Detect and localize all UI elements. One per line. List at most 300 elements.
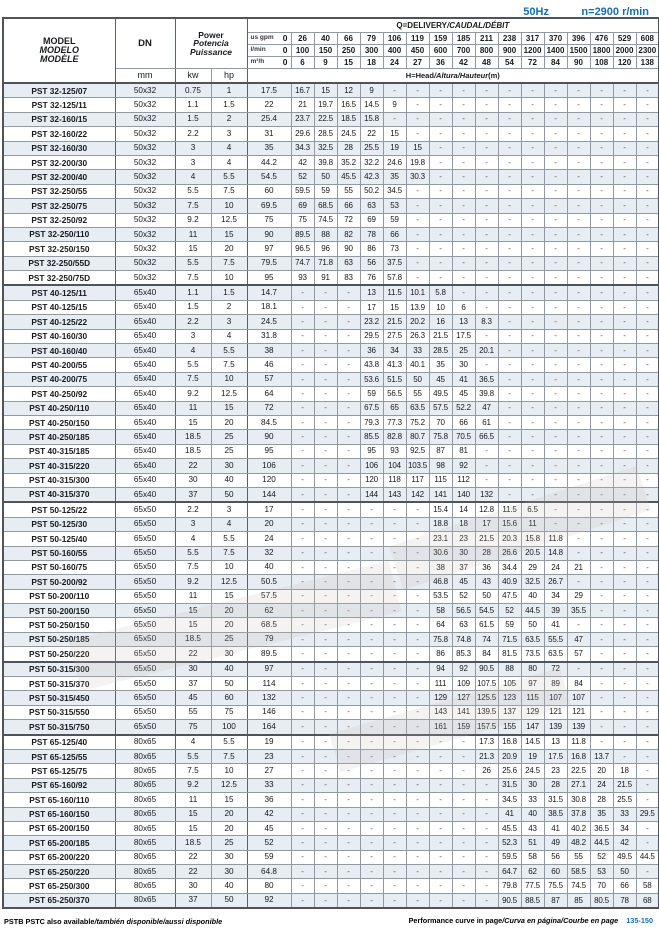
model-cell: PST 50-250/185 [3,632,115,646]
head-value: - [475,213,498,227]
head-value: - [314,879,337,893]
head-value: - [613,444,636,458]
head-value: - [452,127,475,141]
dn-cell: 80x65 [115,807,175,821]
head-value: - [521,199,544,213]
head-value: 81 [452,444,475,458]
model-cell: PST 50-315/300 [3,662,115,677]
dn-cell: 50x32 [115,184,175,198]
head-value: - [337,850,360,864]
head-value: 15.8 [521,532,544,546]
hp-cell: 7.5 [211,358,247,372]
head-value: - [314,778,337,792]
dn-cell: 65x40 [115,329,175,343]
dn-cell: 80x65 [115,850,175,864]
head-value: 24 [544,560,567,574]
model-cell: PST 32-250/110 [3,227,115,241]
head-value: - [521,344,544,358]
table-row [3,893,659,908]
table-row [3,227,659,241]
head-value: 23.2 [360,315,383,329]
head-value: - [406,199,429,213]
model-cell: PST 65-125/75 [3,764,115,778]
head-value: 11.8 [544,532,567,546]
dn-cell: 65x40 [115,487,175,502]
head-value: 59 [247,850,291,864]
head-value: - [636,127,659,141]
head-value: - [636,589,659,603]
table-row [3,517,659,531]
dn-column-header: DN [115,18,175,69]
head-value: 18.8 [429,517,452,531]
head-value: 46 [247,358,291,372]
head-value: 50 [406,372,429,386]
head-value: 121 [567,705,590,719]
model-cell: PST 50-125/40 [3,532,115,546]
head-value: - [475,444,498,458]
hp-cell: 4 [211,155,247,169]
head-value: - [521,271,544,286]
head-value: 93 [291,271,314,286]
table-row [3,735,659,750]
head-value: - [613,271,636,286]
head-value: - [567,430,590,444]
table-row [3,850,659,864]
head-value: 25.4 [247,112,291,126]
flow-value: 150 [314,45,337,57]
flow-zero-value: 0 [282,57,288,68]
model-cell: PST 50-200/110 [3,589,115,603]
head-value: 59 [360,387,383,401]
model-cell: PST 65-160/150 [3,807,115,821]
model-cell: PST 50-315/550 [3,705,115,719]
table-row [3,329,659,343]
dn-cell: 65x40 [115,401,175,415]
table-row [3,184,659,198]
head-value: 74.5 [314,213,337,227]
hp-cell: 100 [211,720,247,735]
head-value: 14.8 [544,546,567,560]
head-value: 107 [544,691,567,705]
dn-cell: 65x50 [115,546,175,560]
head-value: 142 [406,487,429,502]
flow-value: 90 [567,57,590,69]
hp-cell: 40 [211,879,247,893]
head-value: 71.5 [498,632,521,646]
head-value: - [475,778,498,792]
head-value: - [406,256,429,270]
kw-cell: 9.2 [175,213,211,227]
head-value: 24 [247,532,291,546]
table-row [3,271,659,286]
kw-cell: 18.5 [175,444,211,458]
head-value: - [636,170,659,184]
head-value: - [475,98,498,112]
head-value: - [291,764,314,778]
head-value: 58 [636,879,659,893]
head-value: - [498,141,521,155]
kw-cell: 37 [175,677,211,691]
head-value: 33 [247,778,291,792]
head-value: - [613,242,636,256]
head-value: - [590,112,613,126]
head-value: - [337,589,360,603]
head-value: - [636,662,659,677]
head-value: 18 [613,764,636,778]
head-value: - [498,127,521,141]
model-cell: PST 32-250/92 [3,213,115,227]
head-value: - [406,560,429,574]
head-value: - [636,691,659,705]
table-row [3,199,659,213]
head-value: - [291,850,314,864]
head-value: - [291,604,314,618]
head-value: - [613,372,636,386]
head-value: 123 [498,691,521,705]
head-value: - [636,560,659,574]
head-value: - [590,473,613,487]
flow-value: 396 [567,33,590,45]
head-value: - [567,546,590,560]
head-value: 93 [383,444,406,458]
head-value: - [636,444,659,458]
head-value: 21.5 [475,532,498,546]
head-value: - [567,127,590,141]
head-value: - [590,589,613,603]
model-cell: PST 40-250/110 [3,401,115,415]
head-value: - [406,793,429,807]
head-value: 47 [475,401,498,415]
head-value: - [383,532,406,546]
head-value: 82 [337,227,360,241]
head-value: 103.5 [406,459,429,473]
head-value: - [475,242,498,256]
table-row [3,764,659,778]
head-value: - [383,778,406,792]
head-value: - [429,227,452,241]
head-value: 139.5 [475,705,498,719]
head-value: 82.8 [383,430,406,444]
head-value: - [314,315,337,329]
head-value: 53.6 [360,372,383,386]
kw-cell: 3 [175,155,211,169]
flow-unit-cell [247,33,291,45]
head-value: - [544,271,567,286]
head-value: 43.8 [360,358,383,372]
head-value: 41 [452,372,475,386]
head-value: 115 [429,473,452,487]
head-value: - [314,517,337,531]
head-value: - [636,430,659,444]
table-row [3,358,659,372]
table-row [3,141,659,155]
head-value: - [314,300,337,314]
head-value: - [429,793,452,807]
head-value: - [636,720,659,735]
kw-cell: 9.2 [175,778,211,792]
head-value: - [590,256,613,270]
head-value: 67.5 [360,401,383,415]
hp-cell: 10 [211,199,247,213]
head-value: 117 [406,473,429,487]
head-value: - [429,141,452,155]
head-value: 30 [521,778,544,792]
head-value: - [590,170,613,184]
head-value: - [406,632,429,646]
head-value: - [613,387,636,401]
head-value: 52.2 [452,401,475,415]
dn-cell: 80x65 [115,879,175,893]
head-value: 27.1 [567,778,590,792]
model-cell: PST 32-200/40 [3,170,115,184]
head-value: - [406,764,429,778]
dn-cell: 80x65 [115,764,175,778]
dn-cell: 50x32 [115,141,175,155]
head-value: - [291,893,314,908]
head-value: - [498,372,521,386]
head-value: - [613,184,636,198]
table-row [3,444,659,458]
head-value: - [383,691,406,705]
head-value: - [521,372,544,386]
head-value: - [360,893,383,908]
head-value: - [475,893,498,908]
head-value: - [475,112,498,126]
head-value: 109 [452,677,475,691]
head-value: - [406,662,429,677]
kw-cell: 4 [175,532,211,546]
model-cell: PST 40-125/15 [3,300,115,314]
head-value: - [613,473,636,487]
model-cell: PST 40-125/11 [3,285,115,300]
flow-value: 300 [360,45,383,57]
kw-cell: 4 [175,344,211,358]
head-value: - [475,459,498,473]
dn-cell: 65x50 [115,532,175,546]
dn-cell: 65x50 [115,517,175,531]
kw-cell: 22 [175,865,211,879]
head-value: - [567,213,590,227]
head-value: 53 [383,199,406,213]
head-value: 40 [247,560,291,574]
dn-cell: 50x32 [115,170,175,184]
head-value: - [406,271,429,286]
head-value: - [337,415,360,429]
head-value: - [314,662,337,677]
head-value: - [498,184,521,198]
kw-cell: 4 [175,170,211,184]
head-value: 30.3 [406,170,429,184]
head-value: - [475,271,498,286]
head-value: - [521,415,544,429]
kw-cell: 22 [175,850,211,864]
head-value: 125.5 [475,691,498,705]
head-value: - [590,329,613,343]
head-value: - [452,865,475,879]
head-value: - [337,517,360,531]
head-value: - [636,502,659,517]
head-value: 53.5 [429,589,452,603]
head-value: 34 [544,589,567,603]
head-value: 64 [429,618,452,632]
head-value: - [452,242,475,256]
head-value: 20.2 [406,315,429,329]
head-value: 19 [247,735,291,750]
head-value: 56 [544,850,567,864]
kw-cell: 5.5 [175,256,211,270]
head-value: 59.5 [291,184,314,198]
head-value: - [590,184,613,198]
head-value: 25.5 [613,793,636,807]
head-value: - [337,647,360,662]
head-value: - [613,285,636,300]
head-value: - [337,372,360,386]
head-value: 39 [544,604,567,618]
pump-performance-table [2,17,659,909]
head-value: 59 [498,618,521,632]
head-value: - [360,604,383,618]
head-value: 74.5 [567,879,590,893]
table-row [3,315,659,329]
head-value: 50.5 [247,575,291,589]
kw-cell: 15 [175,807,211,821]
head-value: - [314,749,337,763]
flow-value: 529 [613,33,636,45]
head-value: 147 [521,720,544,735]
head-value: 6 [452,300,475,314]
dn-cell: 65x40 [115,444,175,458]
head-value: - [544,83,567,98]
head-value: 70 [429,415,452,429]
head-value: - [383,647,406,662]
head-value: - [360,618,383,632]
head-value: 13 [452,315,475,329]
head-value: 77.5 [521,879,544,893]
head-value: 26.6 [498,546,521,560]
head-value: - [337,836,360,850]
head-value: - [590,285,613,300]
head-value: 81.5 [498,647,521,662]
head-value: 111 [429,677,452,691]
dn-cell: 65x40 [115,285,175,300]
head-value: - [521,300,544,314]
model-cell: PST 32-125/07 [3,83,115,98]
dn-cell: 50x32 [115,127,175,141]
head-value: 11.5 [498,502,521,517]
head-value: - [636,778,659,792]
head-value: - [567,184,590,198]
availability-note: PSTB PSTC also available/también disponible/aussi disponible [4,917,223,927]
hp-cell: 4 [211,329,247,343]
hp-cell: 20 [211,242,247,256]
head-value: 20 [247,517,291,531]
head-value: - [475,358,498,372]
head-value: 12.8 [475,502,498,517]
head-value: 90 [247,430,291,444]
head-value: - [521,98,544,112]
head-value: - [613,199,636,213]
head-value: - [544,242,567,256]
head-value: - [590,517,613,531]
head-value: - [498,285,521,300]
head-value: 50 [521,618,544,632]
hp-cell: 1 [211,83,247,98]
head-value: - [291,285,314,300]
model-cell: PST 65-200/185 [3,836,115,850]
head-value: 36 [475,560,498,574]
head-value: 15 [383,127,406,141]
head-value: 112 [452,473,475,487]
head-value: 16.7 [291,83,314,98]
head-value: 44.5 [636,850,659,864]
head-value: 52 [247,836,291,850]
head-value: - [544,344,567,358]
head-value: - [636,184,659,198]
flow-value: 1200 [521,45,544,57]
head-value: 79.5 [247,256,291,270]
head-value: 31.8 [247,329,291,343]
head-value: 15.6 [498,517,521,531]
head-value: - [567,401,590,415]
head-value: 21.5 [613,778,636,792]
head-value: - [475,300,498,314]
head-value: 25 [452,344,475,358]
head-value: 98 [429,459,452,473]
head-value: 68 [636,893,659,908]
head-value: 52 [590,850,613,864]
head-value: - [337,879,360,893]
head-value: 80 [521,662,544,677]
head-value: 15 [314,83,337,98]
head-value: - [636,401,659,415]
head-value: - [383,575,406,589]
flow-value: 42 [452,57,475,69]
head-value: - [314,604,337,618]
flow-value: 79 [360,33,383,45]
head-value: 66 [452,415,475,429]
head-value: 20 [590,764,613,778]
table-row [3,821,659,835]
head-value: - [590,720,613,735]
head-value: - [636,647,659,662]
kw-cell: 22 [175,647,211,662]
head-value: - [337,487,360,502]
head-value: - [337,401,360,415]
head-value: - [291,387,314,401]
head-value: - [337,430,360,444]
head-value: - [429,242,452,256]
head-value: - [475,285,498,300]
page-range-link[interactable]: 135-150 [626,915,653,925]
dn-unit-label: mm [115,69,175,84]
head-value: 16.5 [337,98,360,112]
flow-value: 211 [475,33,498,45]
head-value: 106 [360,459,383,473]
head-value: 29 [521,560,544,574]
head-value: 5.8 [429,285,452,300]
head-value: 35 [383,170,406,184]
head-value: 90.5 [475,662,498,677]
head-value: - [567,358,590,372]
model-cell: PST 50-200/92 [3,575,115,589]
head-value: - [567,444,590,458]
flow-unit-cell [247,45,291,57]
head-value: - [406,865,429,879]
head-value: 40 [521,589,544,603]
table-row [3,720,659,735]
head-value: 90 [247,227,291,241]
head-value: 18.5 [337,112,360,126]
